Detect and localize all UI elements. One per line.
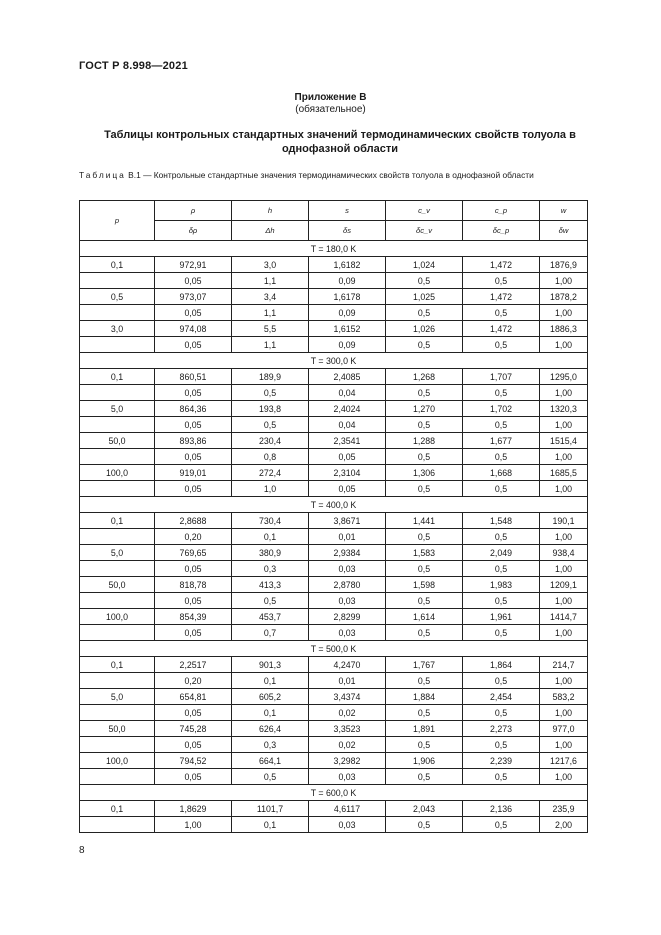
table-row bbox=[80, 625, 588, 641]
table-cell bbox=[80, 593, 155, 609]
table-cell: 1,1 bbox=[232, 273, 309, 289]
table-cell: 1,6182 bbox=[309, 257, 386, 273]
table-cell: 977,0 bbox=[540, 721, 588, 737]
table-cell: 1,906 bbox=[386, 753, 463, 769]
table-cell bbox=[80, 385, 155, 401]
table-cell: 100,0 bbox=[80, 465, 155, 481]
table-cell: 50,0 bbox=[80, 721, 155, 737]
table-cell: 0,04 bbox=[309, 385, 386, 401]
table-cell: 1,00 bbox=[540, 529, 588, 545]
table-cell: 1,0 bbox=[232, 481, 309, 497]
table-cell: 2,136 bbox=[463, 801, 540, 817]
table-row bbox=[80, 385, 588, 401]
table-cell: 214,7 bbox=[540, 657, 588, 673]
table-cell bbox=[80, 737, 155, 753]
table-cell: 0,5 bbox=[386, 417, 463, 433]
table-cell: 0,09 bbox=[309, 337, 386, 353]
table-cell: 2,3104 bbox=[309, 465, 386, 481]
table-cell: 0,09 bbox=[309, 273, 386, 289]
header-cell: c_v bbox=[386, 201, 463, 221]
table-cell: 5,0 bbox=[80, 401, 155, 417]
table-cell: 0,5 bbox=[386, 817, 463, 833]
table-cell: 1,00 bbox=[540, 737, 588, 753]
table-cell: 3,4 bbox=[232, 289, 309, 305]
table-cell: 0,5 bbox=[463, 593, 540, 609]
table-cell: 2,049 bbox=[463, 545, 540, 561]
table-row bbox=[80, 257, 588, 273]
table-cell: 1,00 bbox=[540, 769, 588, 785]
table-cell: 0,5 bbox=[386, 625, 463, 641]
table-cell: 1,00 bbox=[540, 673, 588, 689]
table-row bbox=[80, 721, 588, 737]
table-cell: 1,00 bbox=[540, 481, 588, 497]
table-row bbox=[80, 465, 588, 481]
table-row bbox=[80, 673, 588, 689]
table-cell: 0,1 bbox=[80, 257, 155, 273]
table-row bbox=[80, 705, 588, 721]
table-cell: 1,1 bbox=[232, 337, 309, 353]
table-cell: 974,08 bbox=[155, 321, 232, 337]
table-cell: 1,983 bbox=[463, 577, 540, 593]
table-cell: 190,1 bbox=[540, 513, 588, 529]
table-cell: 4,2470 bbox=[309, 657, 386, 673]
table-cell: 0,1 bbox=[80, 657, 155, 673]
table-cell: 0,05 bbox=[309, 481, 386, 497]
table-cell: 413,3 bbox=[232, 577, 309, 593]
table-cell: 730,4 bbox=[232, 513, 309, 529]
table-cell: 0,5 bbox=[463, 385, 540, 401]
table-cell: 0,5 bbox=[386, 385, 463, 401]
table-cell: 2,2517 bbox=[155, 657, 232, 673]
table-row bbox=[80, 593, 588, 609]
table-cell: 0,5 bbox=[463, 769, 540, 785]
table-row bbox=[80, 369, 588, 385]
table-row bbox=[80, 769, 588, 785]
header-cell: ρ bbox=[155, 201, 232, 221]
table-cell: 0,5 bbox=[386, 449, 463, 465]
table-cell bbox=[80, 625, 155, 641]
table-cell: 1,00 bbox=[540, 593, 588, 609]
table-cell: 100,0 bbox=[80, 753, 155, 769]
table-cell: 189,9 bbox=[232, 369, 309, 385]
table-row bbox=[80, 657, 588, 673]
table-row bbox=[80, 545, 588, 561]
table-cell: 0,5 bbox=[463, 273, 540, 289]
table-cell: 2,454 bbox=[463, 689, 540, 705]
table-cell: 0,03 bbox=[309, 593, 386, 609]
table-cell: 380,9 bbox=[232, 545, 309, 561]
table-cell: 2,4024 bbox=[309, 401, 386, 417]
table-cell: 272,4 bbox=[232, 465, 309, 481]
table-cell: 1209,1 bbox=[540, 577, 588, 593]
table-cell: 1,441 bbox=[386, 513, 463, 529]
table-cell: 0,5 bbox=[463, 529, 540, 545]
table-cell: 1685,5 bbox=[540, 465, 588, 481]
table-cell: 1,884 bbox=[386, 689, 463, 705]
table-cell bbox=[80, 673, 155, 689]
table-cell: 0,05 bbox=[155, 481, 232, 497]
table-cell: 0,5 bbox=[386, 673, 463, 689]
table-section-row bbox=[80, 241, 588, 257]
table-row bbox=[80, 289, 588, 305]
table-cell: 1,00 bbox=[540, 305, 588, 321]
table-cell bbox=[80, 305, 155, 321]
table-cell: 0,05 bbox=[155, 625, 232, 641]
table-cell: 453,7 bbox=[232, 609, 309, 625]
table-cell: 235,9 bbox=[540, 801, 588, 817]
table-row bbox=[80, 433, 588, 449]
table-cell: 1,6178 bbox=[309, 289, 386, 305]
table-cell: 0,5 bbox=[463, 337, 540, 353]
table-cell: 0,3 bbox=[232, 737, 309, 753]
table-cell: 818,78 bbox=[155, 577, 232, 593]
table-cell: 0,03 bbox=[309, 561, 386, 577]
header-cell: δρ bbox=[155, 221, 232, 241]
table-cell: 0,1 bbox=[232, 817, 309, 833]
table-cell: 973,07 bbox=[155, 289, 232, 305]
table-cell: 0,5 bbox=[463, 673, 540, 689]
table-cell: 0,1 bbox=[232, 705, 309, 721]
table-cell: 1876,9 bbox=[540, 257, 588, 273]
table-cell: 1,6152 bbox=[309, 321, 386, 337]
table-cell: 0,1 bbox=[80, 513, 155, 529]
temperature-label: T = 400,0 K bbox=[80, 497, 588, 513]
table-row bbox=[80, 305, 588, 321]
table-cell: 0,5 bbox=[232, 769, 309, 785]
table-cell: 2,9384 bbox=[309, 545, 386, 561]
header-cell: Δh bbox=[232, 221, 309, 241]
table-cell: 3,8671 bbox=[309, 513, 386, 529]
table-cell: 4,6117 bbox=[309, 801, 386, 817]
table-cell: 0,01 bbox=[309, 673, 386, 689]
table-cell: 0,5 bbox=[463, 305, 540, 321]
table-cell: 1,614 bbox=[386, 609, 463, 625]
table-cell: 1886,3 bbox=[540, 321, 588, 337]
temperature-label: T = 300,0 K bbox=[80, 353, 588, 369]
table-section-row bbox=[80, 497, 588, 513]
table-cell: 1,864 bbox=[463, 657, 540, 673]
table-cell: 1,288 bbox=[386, 433, 463, 449]
table-cell bbox=[80, 561, 155, 577]
header-cell: p bbox=[80, 201, 155, 241]
table-cell: 972,91 bbox=[155, 257, 232, 273]
header-cell: δc_v bbox=[386, 221, 463, 241]
table-cell: 0,5 bbox=[386, 769, 463, 785]
table-cell: 0,5 bbox=[386, 305, 463, 321]
table-cell: 901,3 bbox=[232, 657, 309, 673]
table-cell: 2,8688 bbox=[155, 513, 232, 529]
table-cell: 1,025 bbox=[386, 289, 463, 305]
table-cell: 1515,4 bbox=[540, 433, 588, 449]
table-cell: 1,00 bbox=[540, 337, 588, 353]
table-cell: 1,026 bbox=[386, 321, 463, 337]
table-cell: 1,00 bbox=[540, 705, 588, 721]
table-cell: 1,961 bbox=[463, 609, 540, 625]
table-body bbox=[80, 201, 588, 833]
table-row bbox=[80, 689, 588, 705]
table-cell: 0,5 bbox=[463, 705, 540, 721]
table-cell: 0,5 bbox=[232, 593, 309, 609]
table-cell bbox=[80, 529, 155, 545]
properties-table bbox=[79, 200, 588, 833]
table-row bbox=[80, 561, 588, 577]
table-cell: 0,5 bbox=[386, 561, 463, 577]
table-cell: 1,472 bbox=[463, 321, 540, 337]
table-row bbox=[80, 481, 588, 497]
table-cell: 0,05 bbox=[155, 737, 232, 753]
table-cell: 1,00 bbox=[540, 385, 588, 401]
table-cell: 1,598 bbox=[386, 577, 463, 593]
table-cell: 0,03 bbox=[309, 769, 386, 785]
header-cell: s bbox=[309, 201, 386, 221]
table-cell: 0,09 bbox=[309, 305, 386, 321]
table-cell: 1,548 bbox=[463, 513, 540, 529]
page-title: Таблицы контрольных стандартных значений термодинамических свойств толуола в однофазной области bbox=[104, 129, 576, 155]
header-cell: c_p bbox=[463, 201, 540, 221]
table-cell: 0,5 bbox=[386, 529, 463, 545]
table-cell: 0,5 bbox=[386, 337, 463, 353]
table-cell: 0,5 bbox=[463, 737, 540, 753]
table-cell: 0,5 bbox=[232, 417, 309, 433]
table-cell: 1,00 bbox=[540, 561, 588, 577]
table-subheader-row bbox=[80, 221, 588, 241]
table-cell: 1878,2 bbox=[540, 289, 588, 305]
table-cell: 1101,7 bbox=[232, 801, 309, 817]
table-cell: 100,0 bbox=[80, 609, 155, 625]
table-cell: 0,5 bbox=[463, 449, 540, 465]
table-row bbox=[80, 801, 588, 817]
table-row bbox=[80, 577, 588, 593]
table-cell: 0,03 bbox=[309, 817, 386, 833]
table-cell: 0,1 bbox=[232, 673, 309, 689]
table-cell: 3,0 bbox=[232, 257, 309, 273]
table-cell: 1,8629 bbox=[155, 801, 232, 817]
table-cell: 1,472 bbox=[463, 289, 540, 305]
table-cell: 2,8780 bbox=[309, 577, 386, 593]
table-cell: 1,1 bbox=[232, 305, 309, 321]
table-cell: 0,01 bbox=[309, 529, 386, 545]
table-cell: 0,05 bbox=[155, 769, 232, 785]
table-cell: 2,273 bbox=[463, 721, 540, 737]
table-cell: 794,52 bbox=[155, 753, 232, 769]
table-cell bbox=[80, 273, 155, 289]
table-caption-text: В.1 — Контрольные стандартные значения термодинамических свойств толуола в однофазной области bbox=[128, 170, 534, 180]
table-cell: 1,472 bbox=[463, 257, 540, 273]
table-cell: 0,05 bbox=[155, 417, 232, 433]
temperature-label: T = 500,0 K bbox=[80, 641, 588, 657]
table-cell: 0,04 bbox=[309, 417, 386, 433]
table-cell: 0,5 bbox=[386, 705, 463, 721]
table-cell: 1,024 bbox=[386, 257, 463, 273]
table-cell: 1,767 bbox=[386, 657, 463, 673]
table-cell: 0,02 bbox=[309, 705, 386, 721]
table-cell: 1,707 bbox=[463, 369, 540, 385]
table-cell: 0,8 bbox=[232, 449, 309, 465]
table-cell: 0,5 bbox=[386, 481, 463, 497]
table-cell: 0,5 bbox=[386, 593, 463, 609]
temperature-label: T = 180,0 K bbox=[80, 241, 588, 257]
table-cell: 50,0 bbox=[80, 577, 155, 593]
temperature-label: T = 600,0 K bbox=[80, 785, 588, 801]
table-cell: 1,702 bbox=[463, 401, 540, 417]
table-cell: 0,20 bbox=[155, 673, 232, 689]
table-cell: 5,0 bbox=[80, 689, 155, 705]
table-cell: 2,239 bbox=[463, 753, 540, 769]
table-cell: 605,2 bbox=[232, 689, 309, 705]
table-cell: 1,268 bbox=[386, 369, 463, 385]
page-number: 8 bbox=[79, 845, 85, 856]
table-cell: 1,677 bbox=[463, 433, 540, 449]
table-cell: 1,00 bbox=[540, 417, 588, 433]
table-cell: 893,86 bbox=[155, 433, 232, 449]
table-cell: 3,4374 bbox=[309, 689, 386, 705]
table-cell bbox=[80, 817, 155, 833]
table-cell: 1,583 bbox=[386, 545, 463, 561]
table-cell: 0,5 bbox=[463, 625, 540, 641]
table-cell: 0,1 bbox=[80, 369, 155, 385]
table-cell: 3,3523 bbox=[309, 721, 386, 737]
table-cell: 0,5 bbox=[232, 385, 309, 401]
table-cell: 193,8 bbox=[232, 401, 309, 417]
table-caption bbox=[79, 170, 589, 181]
table-cell: 0,5 bbox=[463, 817, 540, 833]
table-cell: 1,00 bbox=[540, 273, 588, 289]
table-row bbox=[80, 529, 588, 545]
table-cell: 0,05 bbox=[155, 305, 232, 321]
header-cell: w bbox=[540, 201, 588, 221]
table-cell: 1,00 bbox=[540, 625, 588, 641]
table-row bbox=[80, 417, 588, 433]
table-cell: 1320,3 bbox=[540, 401, 588, 417]
table-cell: 0,05 bbox=[155, 449, 232, 465]
table-row bbox=[80, 273, 588, 289]
table-cell: 626,4 bbox=[232, 721, 309, 737]
table-cell: 0,05 bbox=[155, 561, 232, 577]
table-cell: 860,51 bbox=[155, 369, 232, 385]
table-cell: 2,8299 bbox=[309, 609, 386, 625]
header-cell: δc_p bbox=[463, 221, 540, 241]
table-row bbox=[80, 449, 588, 465]
table-section-row bbox=[80, 353, 588, 369]
table-section-row bbox=[80, 785, 588, 801]
table-cell: 0,05 bbox=[155, 705, 232, 721]
table-cell bbox=[80, 481, 155, 497]
table-cell: 3,2982 bbox=[309, 753, 386, 769]
table-cell: 0,5 bbox=[463, 417, 540, 433]
table-cell: 0,05 bbox=[155, 337, 232, 353]
table-cell: 0,03 bbox=[309, 625, 386, 641]
table-cell: 0,3 bbox=[232, 561, 309, 577]
table-cell: 2,4085 bbox=[309, 369, 386, 385]
table-cell: 1414,7 bbox=[540, 609, 588, 625]
header-cell: δw bbox=[540, 221, 588, 241]
table-row bbox=[80, 753, 588, 769]
table-cell: 5,5 bbox=[232, 321, 309, 337]
header-cell: δs bbox=[309, 221, 386, 241]
table-cell: 0,1 bbox=[80, 801, 155, 817]
table-cell: 1,00 bbox=[540, 449, 588, 465]
table-row bbox=[80, 337, 588, 353]
table-cell bbox=[80, 337, 155, 353]
table-row bbox=[80, 817, 588, 833]
table-row bbox=[80, 737, 588, 753]
document-standard-number: ГОСТ Р 8.998—2021 bbox=[79, 60, 188, 72]
table-cell: 1217,6 bbox=[540, 753, 588, 769]
table-cell: 0,05 bbox=[155, 593, 232, 609]
table-cell: 2,3541 bbox=[309, 433, 386, 449]
table-cell: 854,39 bbox=[155, 609, 232, 625]
table-cell bbox=[80, 449, 155, 465]
table-cell: 583,2 bbox=[540, 689, 588, 705]
table-cell: 1295,0 bbox=[540, 369, 588, 385]
table-cell: 5,0 bbox=[80, 545, 155, 561]
table-row bbox=[80, 321, 588, 337]
table-cell: 0,1 bbox=[232, 529, 309, 545]
table-cell: 230,4 bbox=[232, 433, 309, 449]
table-cell: 864,36 bbox=[155, 401, 232, 417]
table-header-row bbox=[80, 201, 588, 221]
table-cell: 0,5 bbox=[80, 289, 155, 305]
table-cell bbox=[80, 769, 155, 785]
table-caption-label: Таблица bbox=[79, 170, 126, 180]
table-cell: 0,5 bbox=[463, 561, 540, 577]
table-cell: 938,4 bbox=[540, 545, 588, 561]
table-cell bbox=[80, 705, 155, 721]
table-cell: 664,1 bbox=[232, 753, 309, 769]
table-cell: 745,28 bbox=[155, 721, 232, 737]
table-row bbox=[80, 401, 588, 417]
appendix-subtitle: (обязательное) bbox=[295, 104, 366, 115]
table-cell: 0,5 bbox=[386, 737, 463, 753]
appendix-title: Приложение В bbox=[294, 92, 367, 103]
table-cell: 0,05 bbox=[155, 385, 232, 401]
table-section-row bbox=[80, 641, 588, 657]
table-row bbox=[80, 513, 588, 529]
table-cell: 1,668 bbox=[463, 465, 540, 481]
table-cell: 0,02 bbox=[309, 737, 386, 753]
table-cell bbox=[80, 417, 155, 433]
table-cell: 654,81 bbox=[155, 689, 232, 705]
table-cell: 1,891 bbox=[386, 721, 463, 737]
table-cell: 50,0 bbox=[80, 433, 155, 449]
table-cell: 1,270 bbox=[386, 401, 463, 417]
table-cell: 0,5 bbox=[386, 273, 463, 289]
table-cell: 3,0 bbox=[80, 321, 155, 337]
table-cell: 0,5 bbox=[463, 481, 540, 497]
table-cell: 919,01 bbox=[155, 465, 232, 481]
table-cell: 1,00 bbox=[155, 817, 232, 833]
table-cell: 2,043 bbox=[386, 801, 463, 817]
table-cell: 1,306 bbox=[386, 465, 463, 481]
table-cell: 0,05 bbox=[155, 273, 232, 289]
table-cell: 769,65 bbox=[155, 545, 232, 561]
table-cell: 2,00 bbox=[540, 817, 588, 833]
table-row bbox=[80, 609, 588, 625]
table-cell: 0,05 bbox=[309, 449, 386, 465]
table-cell: 0,7 bbox=[232, 625, 309, 641]
header-cell: h bbox=[232, 201, 309, 221]
table-cell: 0,20 bbox=[155, 529, 232, 545]
